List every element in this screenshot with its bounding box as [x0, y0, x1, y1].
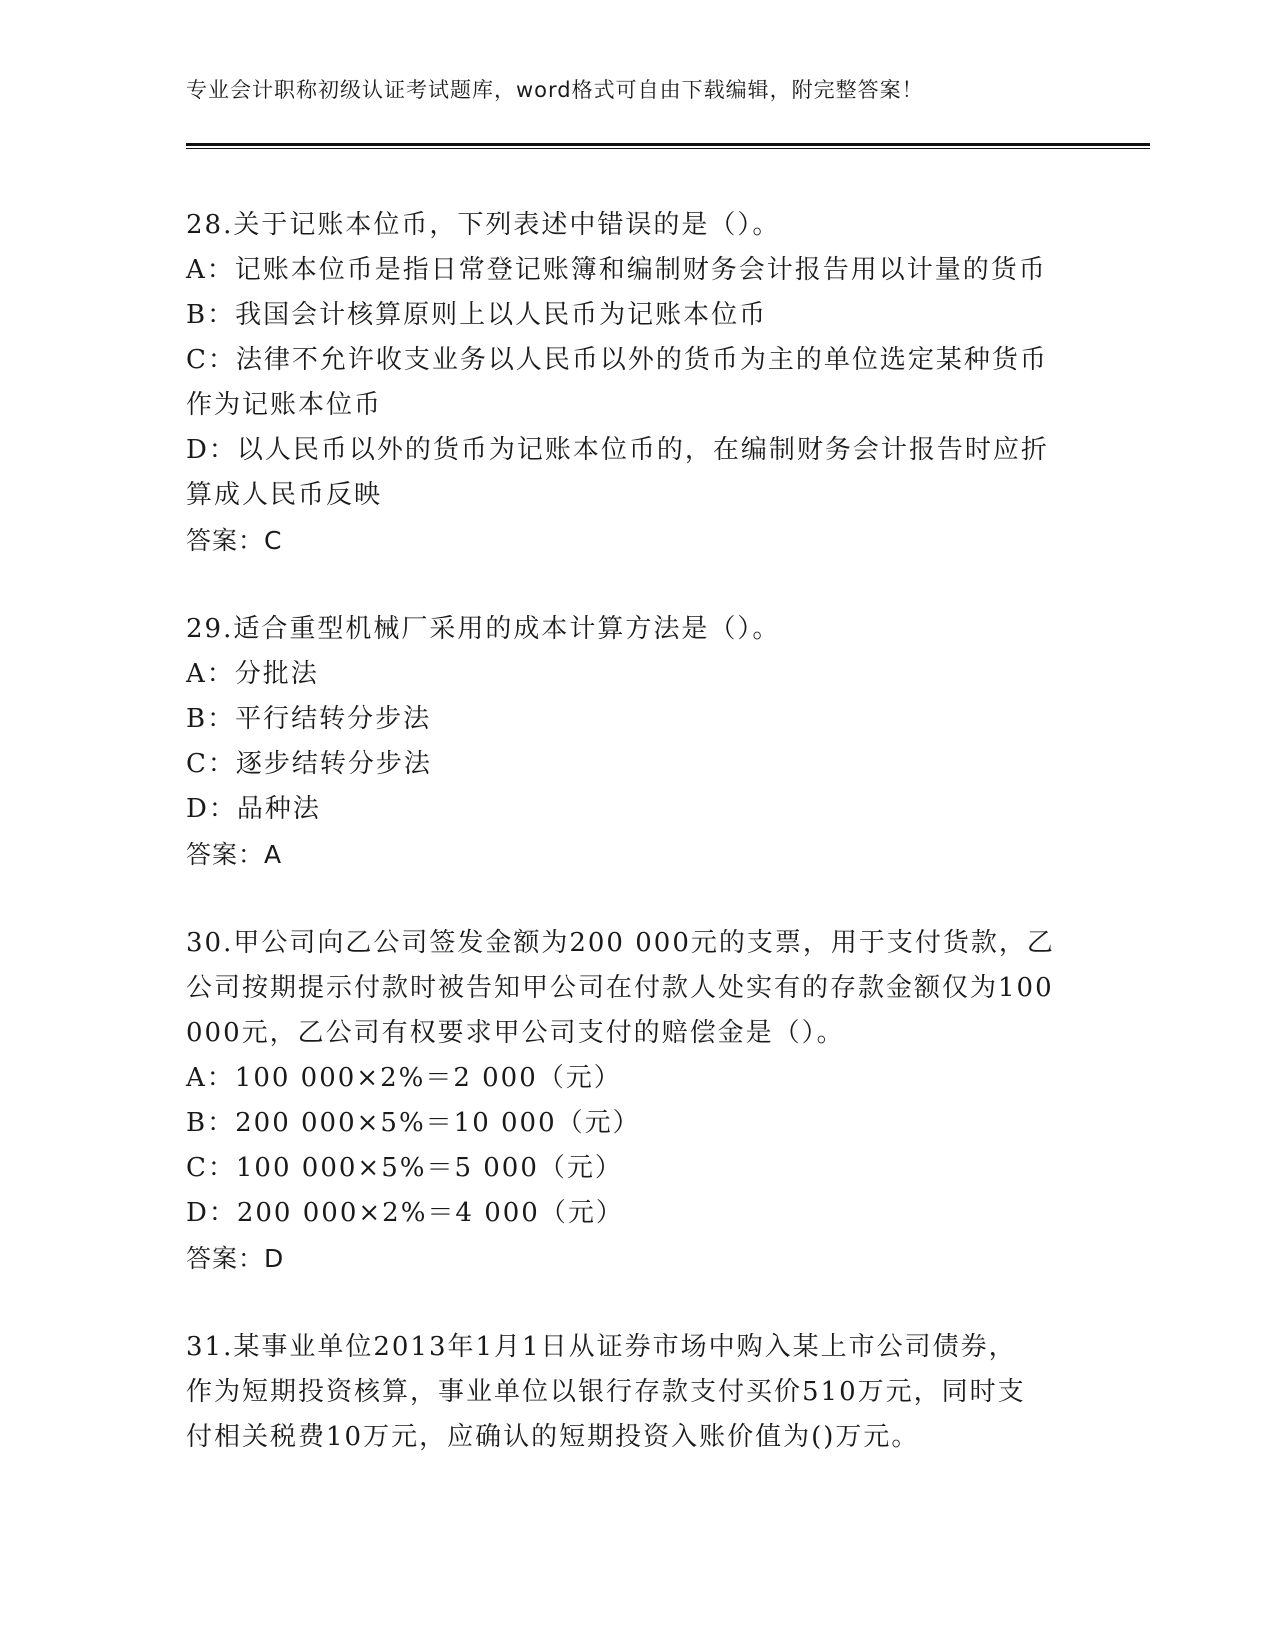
page-header: 专业会计职称初级认证考试题库，word格式可自由下载编辑，附完整答案！	[186, 78, 924, 102]
answer-option-line: A：100 000×2%＝2 000（元）	[186, 1063, 622, 1093]
question-block	[186, 203, 1076, 563]
question-stem-line: 付相关税费10万元，应确认的短期投资入账价值为()万元。	[186, 1422, 920, 1452]
question-stem-line: 30.甲公司向乙公司签发金额为200 000元的支票，用于支付货款，乙	[186, 928, 1055, 958]
answer-option-line: C：逐步结转分步法	[186, 749, 432, 779]
answer-option-line: D：200 000×2%＝4 000（元）	[186, 1198, 624, 1228]
answer-option-line: A：记账本位币是指日常登记账簿和编制财务会计报告用以计量的货币	[186, 255, 1047, 285]
question-block	[186, 921, 1076, 1281]
answer-option-line: A：分批法	[186, 659, 319, 689]
answer-option-line: D：以人民币以外的货币为记账本位币的，在编制财务会计报告时应折	[186, 435, 1049, 465]
answer-key: 答案：A	[186, 840, 283, 869]
answer-option-line: B：平行结转分步法	[186, 704, 432, 734]
header-divider-thin	[186, 148, 1150, 149]
question-stem-line: 000元，乙公司有权要求甲公司支付的赔偿金是（）。	[186, 1018, 845, 1048]
answer-option-line: 作为记账本位币	[186, 390, 383, 420]
question-stem-line: 28.关于记账本位币，下列表述中错误的是（）。	[186, 210, 781, 240]
answer-option-line: B：我国会计核算原则上以人民币为记账本位币	[186, 300, 768, 330]
question-block	[186, 607, 1076, 877]
question-stem-line: 29.适合重型机械厂采用的成本计算方法是（）。	[186, 614, 781, 644]
header-divider-thick	[186, 143, 1150, 146]
answer-option-line: C：法律不允许收支业务以人民币以外的货币为主的单位选定某种货币	[186, 345, 1048, 375]
answer-option-line: D：品种法	[186, 794, 321, 824]
question-stem-line: 公司按期提示付款时被告知甲公司在付款人处实有的存款金额仅为100	[186, 973, 1054, 1003]
answer-key: 答案：C	[186, 526, 283, 555]
answer-option-line: C：100 000×5%＝5 000（元）	[186, 1153, 623, 1183]
question-stem-line: 作为短期投资核算，事业单位以银行存款支付买价510万元，同时支	[186, 1377, 1026, 1407]
answer-option-line: 算成人民币反映	[186, 480, 383, 510]
question-stem-line: 31.某事业单位2013年1月1日从证券市场中购入某上市公司债券，	[186, 1332, 1017, 1362]
answer-option-line: B：200 000×5%＝10 000（元）	[186, 1108, 641, 1138]
question-list	[186, 203, 1076, 1504]
answer-key: 答案：D	[186, 1244, 285, 1273]
question-block	[186, 1325, 1076, 1460]
